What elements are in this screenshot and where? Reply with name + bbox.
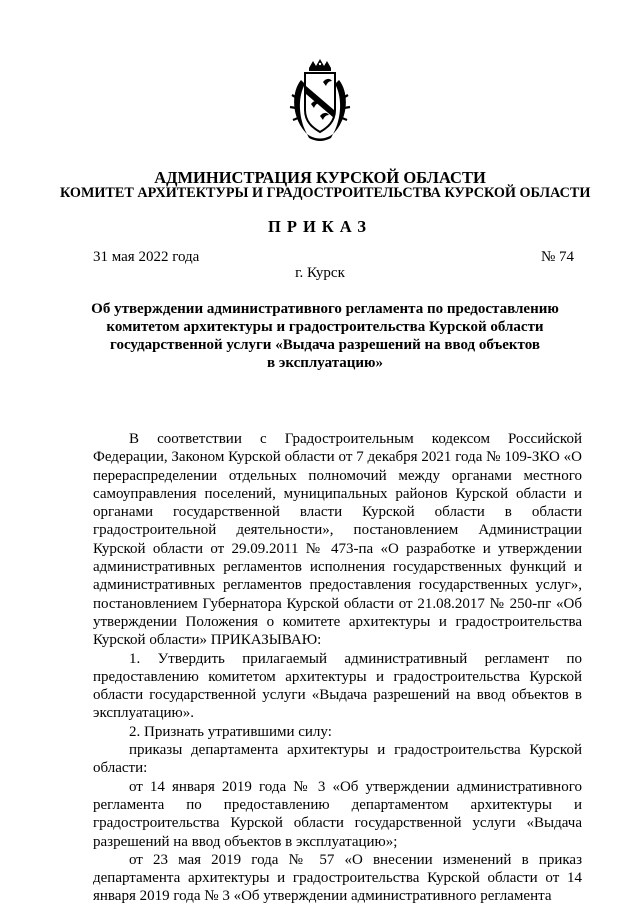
document-date: 31 мая 2022 года — [93, 249, 200, 265]
title-line: государственной услуги «Выдача разрешений на ввод объектов — [110, 337, 540, 353]
item-2-paragraph: 2. Признать утратившими силу: — [129, 723, 332, 740]
committee-name: КОМИТЕТ АРХИТЕКТУРЫ И ГРАДОСТРОИТЕЛЬСТВА КУРСКОЙ ОБЛАСТИ — [60, 185, 591, 201]
document-number: № 74 — [540, 249, 574, 265]
order-list-item: от 14 января 2019 года № 3 «Об утверждении административного регламента по предоставлению департаментом архитектуры и градостроительства Курской области государственной услуги «Выдача разрешений на ввод объектов в эксплуатацию»; — [93, 778, 582, 850]
organization-name: АДМИНИСТРАЦИЯ КУРСКОЙ ОБЛАСТИ — [154, 168, 486, 187]
coat-of-arms-icon — [287, 58, 353, 142]
title-line: комитетом архитектуры и градостроительства Курской области — [106, 319, 544, 335]
document-type: ПРИКАЗ — [268, 217, 372, 236]
document-title — [90, 300, 560, 372]
item-1-paragraph: 1. Утвердить прилагаемый административный регламент по предоставлению комитетом архитектуры и градостроительства Курской области государственной услуги «Выдача разрешений на ввод объектов в эксплуатацию». — [93, 650, 582, 722]
document-city: г. Курск — [295, 265, 345, 281]
preamble-paragraph: В соответствии с Градостроительным кодексом Российской Федерации, Законом Курской области от 7 декабря 2021 года № 109-ЗКО «О перераспределении отдельных полномочий между органами местного самоуправления поселений, муниципальных районов Курской области и органами государственной власти Курской области в области градостроительной деятельности», постановлением Администрации Курской области от 29.09.2011 № 473-па «О разработке и утверждении административных регламентов исполнения государственных функций и административных регламентов предоставления государственных услуг», постановлением Губернатора Курской области от 21.08.2017 № 250-пг «Об утверждении Положения о комитете архитектуры и градостроительства Курской области» ПРИКАЗЫВАЮ: — [93, 431, 582, 649]
title-line: Об утверждении административного регламента по предоставлению — [91, 301, 559, 317]
title-line: в эксплуатацию» — [266, 355, 384, 371]
order-list-item: от 23 мая 2019 года № 57 «О внесении изменений в приказ департамента архитектуры и градостроительства Курской области от 14 января 2019 года № 3 «Об утверждении административного регламента — [93, 851, 582, 905]
document-body — [93, 430, 582, 906]
orders-paragraph: приказы департамента архитектуры и градостроительства Курской области: — [93, 742, 582, 777]
